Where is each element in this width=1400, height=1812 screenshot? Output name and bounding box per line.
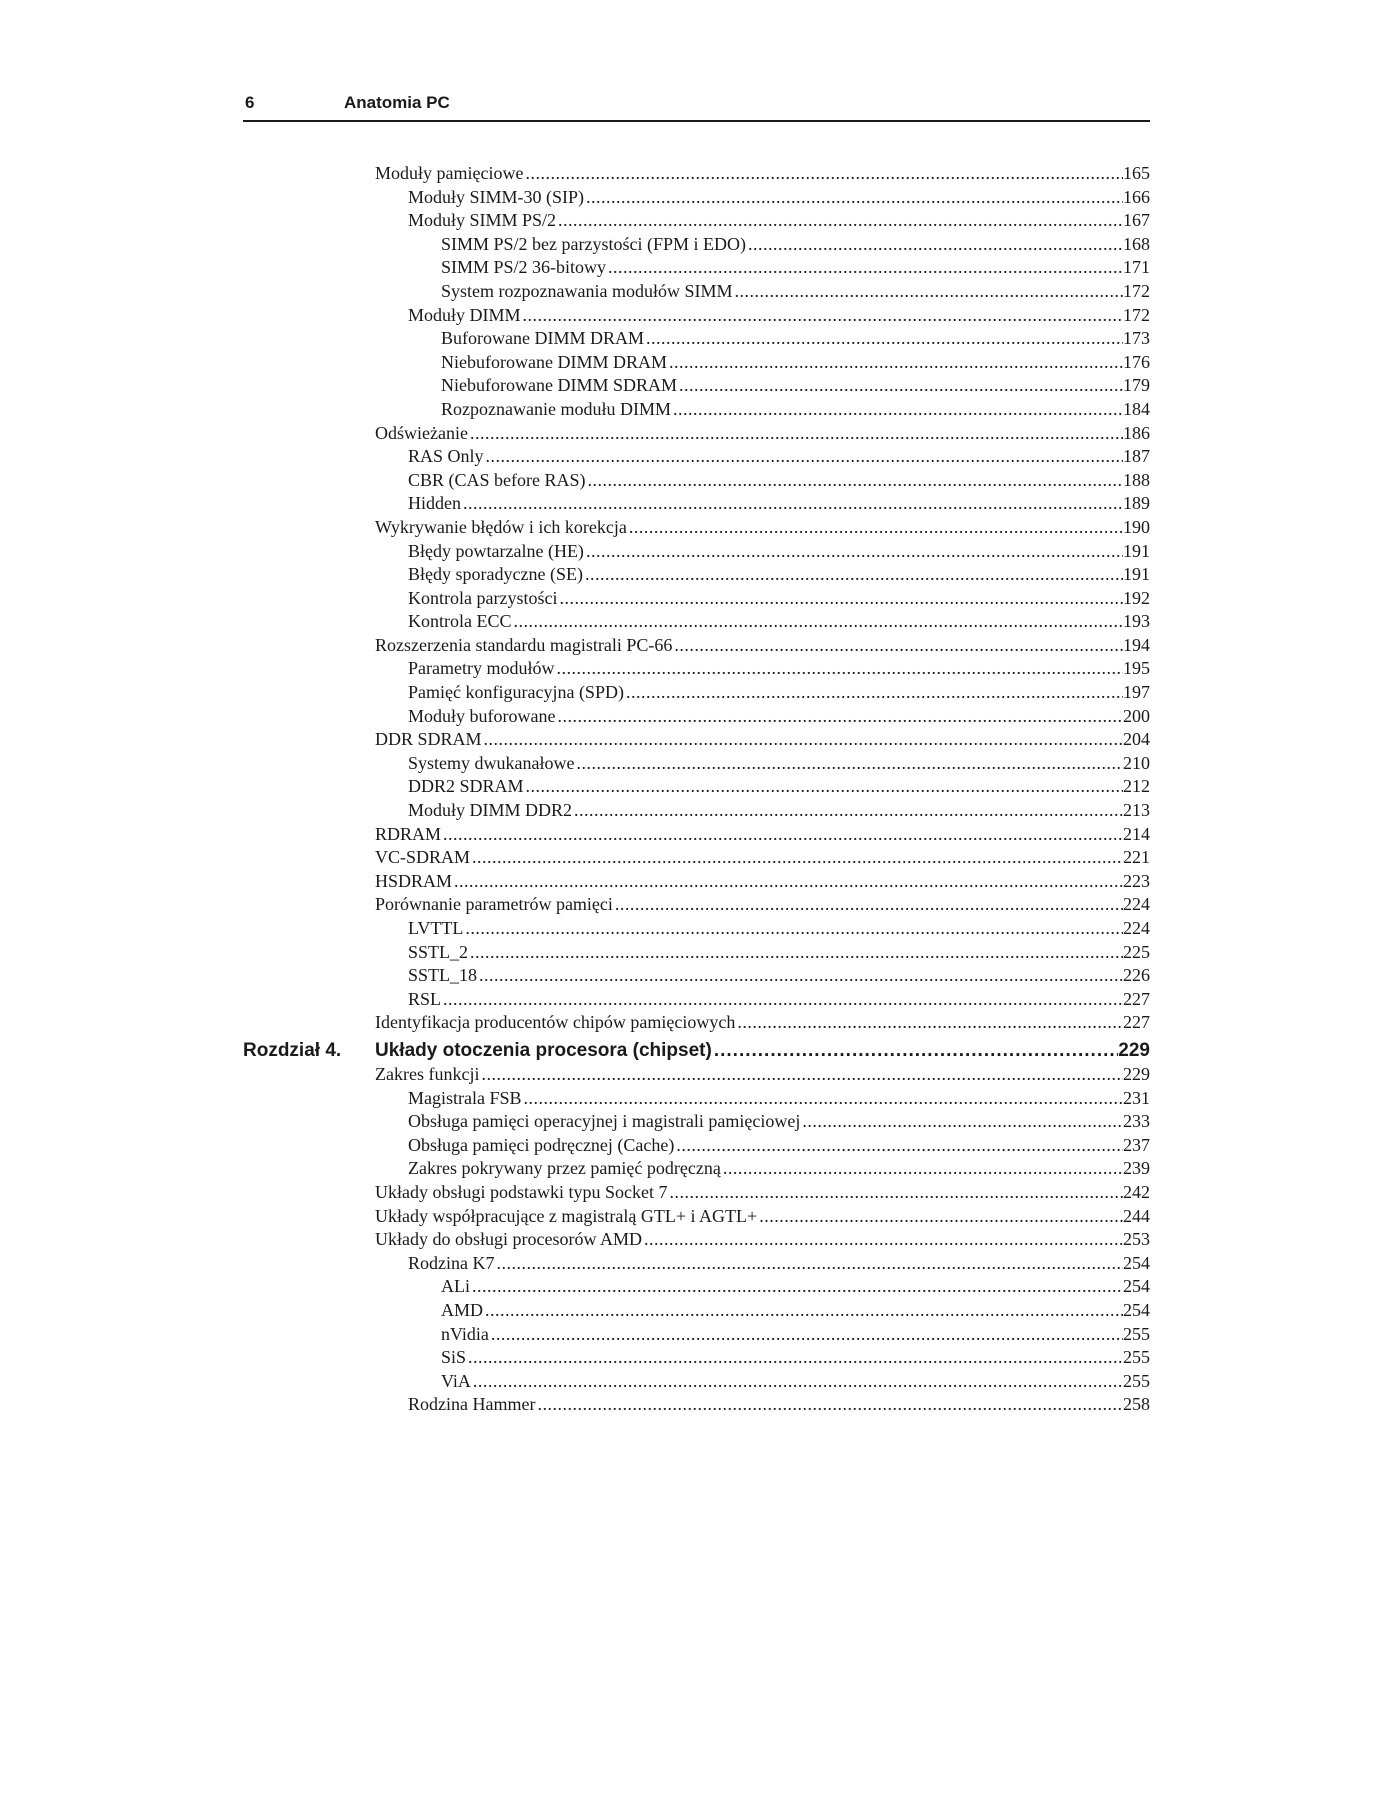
toc-entry-page: 237 bbox=[1123, 1134, 1150, 1155]
toc-entry bbox=[243, 610, 1150, 634]
toc-entry-page: 224 bbox=[1123, 894, 1150, 915]
toc-entry bbox=[243, 1228, 1150, 1252]
toc-entry-title: Moduły buforowane bbox=[408, 705, 556, 726]
toc-entry-title: Parametry modułów bbox=[408, 658, 555, 679]
toc-entry-page: 225 bbox=[1123, 941, 1150, 962]
toc-entry-title: Błędy powtarzalne (HE) bbox=[408, 540, 584, 561]
toc-entry-page: 242 bbox=[1123, 1181, 1150, 1202]
toc-entry bbox=[243, 823, 1150, 847]
toc-entry-title: LVTTL bbox=[408, 918, 464, 938]
dot-leader bbox=[535, 1393, 1123, 1417]
toc-entry-page: 172 bbox=[1123, 304, 1150, 325]
dot-leader bbox=[746, 233, 1123, 257]
toc-entry-page: 255 bbox=[1123, 1323, 1150, 1344]
dot-leader bbox=[461, 492, 1123, 516]
toc-entry-page: 194 bbox=[1123, 634, 1150, 655]
toc-entry-title: DDR SDRAM bbox=[375, 729, 482, 750]
toc-entry bbox=[243, 256, 1150, 280]
toc-entry bbox=[243, 1346, 1150, 1370]
toc-entry bbox=[243, 1299, 1150, 1323]
toc-entry-page: 186 bbox=[1123, 422, 1150, 443]
dot-leader bbox=[468, 422, 1123, 446]
toc-entry-page: 190 bbox=[1123, 516, 1150, 537]
toc-entry-title: System rozpoznawania modułów SIMM bbox=[441, 280, 733, 301]
toc-entry-title: SIMM PS/2 36-bitowy bbox=[441, 257, 607, 278]
dot-leader bbox=[667, 351, 1123, 375]
toc-entry bbox=[243, 327, 1150, 351]
toc-entry-title: Identyfikacja producentów chipów pamięciowych bbox=[375, 1012, 736, 1033]
toc-entry bbox=[243, 964, 1150, 988]
dot-leader bbox=[489, 1323, 1123, 1347]
toc-entry-page: 176 bbox=[1123, 351, 1150, 372]
toc-entry-title: Układy otoczenia procesora (chipset) bbox=[375, 1039, 712, 1061]
toc-entry-page: 204 bbox=[1123, 729, 1150, 750]
toc-entry-title: Układy obsługi podstawki typu Socket 7 bbox=[375, 1181, 668, 1202]
toc-entry-page: 227 bbox=[1123, 988, 1150, 1009]
toc-entry-page: 167 bbox=[1123, 210, 1150, 231]
toc-entry-page: 188 bbox=[1123, 469, 1150, 490]
toc-entry bbox=[243, 1181, 1150, 1205]
toc-entry-title: SiS bbox=[441, 1347, 467, 1368]
toc-entry-page: 191 bbox=[1123, 564, 1150, 585]
toc-entry-page: 193 bbox=[1123, 611, 1150, 632]
toc-entry bbox=[243, 1087, 1150, 1111]
toc-entry-page: 197 bbox=[1123, 682, 1150, 703]
toc-entry-page: 254 bbox=[1123, 1252, 1150, 1273]
toc-entry-title: SSTL_2 bbox=[408, 941, 469, 962]
toc-entry-page: 231 bbox=[1123, 1087, 1150, 1108]
toc-entry-page: 192 bbox=[1123, 587, 1150, 608]
toc-entry bbox=[243, 634, 1150, 658]
toc-entry-title: Magistrala FSB bbox=[408, 1087, 522, 1108]
dot-leader bbox=[484, 445, 1123, 469]
toc-entry bbox=[243, 398, 1150, 422]
toc-entry bbox=[243, 1157, 1150, 1181]
toc-entry-title: Obsługa pamięci podręcznej (Cache) bbox=[408, 1134, 675, 1155]
dot-leader bbox=[555, 705, 1123, 729]
toc-entry bbox=[243, 1370, 1150, 1394]
toc-entry bbox=[243, 988, 1150, 1012]
dot-leader bbox=[482, 728, 1123, 752]
toc-entry-page: 179 bbox=[1123, 375, 1150, 396]
dot-leader bbox=[554, 657, 1123, 681]
toc-entry-page: 233 bbox=[1123, 1111, 1150, 1132]
dot-leader bbox=[642, 1228, 1123, 1252]
dot-leader bbox=[584, 540, 1123, 564]
toc-entry bbox=[243, 775, 1150, 799]
toc-entry bbox=[243, 870, 1150, 894]
dot-leader bbox=[721, 1157, 1123, 1181]
toc-entry bbox=[243, 1393, 1150, 1417]
dot-leader bbox=[522, 1087, 1123, 1111]
running-header bbox=[243, 90, 1150, 122]
toc-entry-title: Niebuforowane DIMM DRAM bbox=[441, 351, 667, 372]
chapter-number: Rozdział 4. bbox=[243, 1039, 342, 1061]
toc-entry bbox=[243, 162, 1150, 186]
toc-entry bbox=[243, 304, 1150, 328]
toc-entry bbox=[243, 1252, 1150, 1276]
dot-leader bbox=[512, 610, 1124, 634]
dot-leader bbox=[667, 1181, 1123, 1205]
toc-entry bbox=[243, 1275, 1150, 1299]
toc-entry-title: Moduły SIMM-30 (SIP) bbox=[408, 186, 585, 207]
toc-entry bbox=[243, 492, 1150, 516]
toc-entry bbox=[243, 516, 1150, 540]
toc-entry bbox=[243, 799, 1150, 823]
toc-entry-page: 172 bbox=[1123, 280, 1150, 301]
dot-leader bbox=[471, 1370, 1123, 1394]
toc-entry-title: ViA bbox=[441, 1370, 471, 1391]
toc-entry-page: 213 bbox=[1123, 800, 1150, 821]
toc-entry-title: HSDRAM bbox=[375, 870, 453, 891]
toc-entry bbox=[243, 1323, 1150, 1347]
toc-entry-title: Układy do obsługi procesorów AMD bbox=[375, 1229, 642, 1250]
toc-entry-title: Moduły DIMM bbox=[408, 304, 521, 325]
toc-entry bbox=[243, 422, 1150, 446]
toc-entry-title: Moduły SIMM PS/2 bbox=[408, 210, 557, 231]
toc-entry bbox=[243, 681, 1150, 705]
toc-entry-page: 210 bbox=[1123, 752, 1150, 773]
dot-leader bbox=[624, 681, 1123, 705]
dot-leader bbox=[613, 893, 1123, 917]
dot-leader bbox=[556, 209, 1123, 233]
toc-entry bbox=[243, 469, 1150, 493]
toc-entry-title: Zakres pokrywany przez pamięć podręczną bbox=[408, 1158, 721, 1179]
toc-entry bbox=[243, 1110, 1150, 1134]
toc-chapter-heading bbox=[243, 1039, 1150, 1063]
dot-leader bbox=[470, 846, 1123, 870]
toc-entry-title: SIMM PS/2 bez parzystości (FPM i EDO) bbox=[441, 233, 746, 254]
dot-leader bbox=[494, 1252, 1123, 1276]
toc-entry-page: 187 bbox=[1123, 446, 1150, 467]
toc-entry bbox=[243, 540, 1150, 564]
toc-entry-title: Kontrola ECC bbox=[408, 611, 512, 632]
dot-leader bbox=[468, 941, 1123, 965]
toc-entry-title: Układy współpracujące z magistralą GTL+ i AGTL+ bbox=[375, 1205, 758, 1226]
toc-entry bbox=[243, 846, 1150, 870]
dot-leader bbox=[523, 162, 1123, 186]
toc-entry bbox=[243, 1063, 1150, 1087]
toc-entry-page: 173 bbox=[1123, 328, 1150, 349]
toc-entry-title: Wykrywanie błędów i ich korekcja bbox=[375, 516, 627, 537]
toc-entry-page: 166 bbox=[1123, 186, 1150, 207]
toc-entry-title: RDRAM bbox=[375, 823, 442, 844]
toc-entry-page: 226 bbox=[1123, 965, 1150, 986]
dot-leader bbox=[732, 280, 1123, 304]
toc-entry bbox=[243, 563, 1150, 587]
dot-leader bbox=[757, 1205, 1123, 1229]
toc-entry-page: 254 bbox=[1123, 1299, 1150, 1320]
dot-leader bbox=[674, 1134, 1123, 1158]
toc-entry-title: Porównanie parametrów pamięci bbox=[375, 894, 613, 915]
toc-entry-title: Kontrola parzystości bbox=[408, 587, 558, 608]
dot-leader bbox=[712, 1039, 1118, 1063]
toc-entry bbox=[243, 728, 1150, 752]
dot-leader bbox=[557, 587, 1123, 611]
toc-entry-page: 253 bbox=[1123, 1229, 1150, 1250]
toc-entry bbox=[243, 186, 1150, 210]
dot-leader bbox=[572, 799, 1123, 823]
toc-entry-title: Obsługa pamięci operacyjnej i magistrali pamięciowej bbox=[408, 1111, 801, 1132]
toc-entry-page: 223 bbox=[1123, 870, 1150, 891]
toc-entry-title: DDR2 SDRAM bbox=[408, 776, 524, 797]
toc-entry-page: 184 bbox=[1123, 398, 1150, 419]
dot-leader bbox=[470, 1275, 1123, 1299]
book-title: Anatomia PC bbox=[344, 93, 450, 112]
toc-entry-page: 258 bbox=[1123, 1394, 1150, 1415]
page-number: 6 bbox=[245, 93, 255, 112]
dot-leader bbox=[606, 256, 1123, 280]
toc-entry-title: AMD bbox=[441, 1299, 484, 1320]
toc-entry-title: Pamięć konfiguracyjna (SPD) bbox=[408, 682, 624, 703]
toc-entry-page: 229 bbox=[1118, 1039, 1150, 1061]
toc-entry bbox=[243, 657, 1150, 681]
toc-entry-page: 189 bbox=[1123, 493, 1150, 514]
table-of-contents bbox=[243, 162, 1150, 1417]
toc-entry-title: Rozpoznawanie modułu DIMM bbox=[441, 398, 671, 419]
toc-entry-page: 239 bbox=[1123, 1158, 1150, 1179]
toc-entry-title: Rodzina Hammer bbox=[408, 1394, 536, 1415]
toc-entry-title: RSL bbox=[408, 988, 442, 1009]
dot-leader bbox=[466, 1346, 1123, 1370]
toc-entry bbox=[243, 351, 1150, 375]
toc-entry-page: 200 bbox=[1123, 705, 1150, 726]
toc-entry-title: Rodzina K7 bbox=[408, 1252, 495, 1273]
toc-entry-page: 227 bbox=[1123, 1012, 1150, 1033]
toc-entry-title: Buforowane DIMM DRAM bbox=[441, 328, 644, 349]
toc-entry bbox=[243, 941, 1150, 965]
dot-leader bbox=[521, 304, 1123, 328]
toc-entry-title: Moduły pamięciowe bbox=[375, 163, 524, 183]
toc-entry bbox=[243, 752, 1150, 776]
toc-entry-title: Rozszerzenia standardu magistrali PC-66 bbox=[375, 634, 673, 655]
toc-entry bbox=[243, 1205, 1150, 1229]
toc-entry-page: 195 bbox=[1123, 658, 1150, 679]
dot-leader bbox=[584, 186, 1123, 210]
toc-entry bbox=[243, 233, 1150, 257]
dot-leader bbox=[671, 398, 1123, 422]
toc-entry-page: 254 bbox=[1123, 1276, 1150, 1297]
toc-entry-page: 244 bbox=[1123, 1205, 1150, 1226]
toc-entry-page: 214 bbox=[1123, 823, 1150, 844]
dot-leader bbox=[452, 870, 1123, 894]
dot-leader bbox=[586, 469, 1123, 493]
dot-leader bbox=[477, 964, 1123, 988]
toc-entry-page: 171 bbox=[1123, 257, 1150, 278]
toc-entry-page: 221 bbox=[1123, 847, 1150, 868]
dot-leader bbox=[441, 988, 1123, 1012]
toc-entry-title: CBR (CAS before RAS) bbox=[408, 469, 586, 490]
toc-entry-page: 191 bbox=[1123, 540, 1150, 561]
toc-entry-title: ALi bbox=[441, 1276, 470, 1297]
dot-leader bbox=[735, 1011, 1123, 1035]
toc-entry bbox=[243, 209, 1150, 233]
dot-leader bbox=[677, 374, 1123, 398]
toc-entry-page: 229 bbox=[1123, 1063, 1150, 1084]
toc-entry bbox=[243, 280, 1150, 304]
toc-entry-page: 168 bbox=[1123, 233, 1150, 254]
toc-entry-title: Niebuforowane DIMM SDRAM bbox=[441, 375, 677, 396]
toc-entry-title: Odświeżanie bbox=[375, 422, 468, 443]
toc-entry bbox=[243, 1134, 1150, 1158]
dot-leader bbox=[574, 752, 1123, 776]
toc-entry bbox=[243, 705, 1150, 729]
toc-entry-title: SSTL_18 bbox=[408, 965, 478, 986]
toc-entry bbox=[243, 374, 1150, 398]
dot-leader bbox=[441, 823, 1123, 847]
dot-leader bbox=[583, 563, 1123, 587]
toc-entry bbox=[243, 893, 1150, 917]
toc-entry bbox=[243, 587, 1150, 611]
toc-entry-page: 224 bbox=[1123, 918, 1150, 938]
toc-entry bbox=[243, 917, 1150, 941]
dot-leader bbox=[627, 516, 1123, 540]
dot-leader bbox=[800, 1110, 1123, 1134]
toc-entry bbox=[243, 445, 1150, 469]
dot-leader bbox=[524, 775, 1123, 799]
dot-leader bbox=[479, 1063, 1123, 1087]
toc-entry-title: Moduły DIMM DDR2 bbox=[408, 800, 573, 821]
toc-entry-title: VC-SDRAM bbox=[375, 847, 471, 868]
toc-entry-page: 255 bbox=[1123, 1370, 1150, 1391]
toc-entry-page: 212 bbox=[1123, 776, 1150, 797]
toc-entry bbox=[243, 1011, 1150, 1035]
toc-entry-title: Systemy dwukanałowe bbox=[408, 752, 575, 773]
dot-leader bbox=[483, 1299, 1123, 1323]
toc-entry-page: 255 bbox=[1123, 1347, 1150, 1368]
dot-leader bbox=[644, 327, 1123, 351]
toc-entry-title: Zakres funkcji bbox=[375, 1063, 480, 1084]
toc-entry-title: Błędy sporadyczne (SE) bbox=[408, 564, 583, 585]
toc-entry-title: RAS Only bbox=[408, 446, 484, 467]
toc-entry-page: 165 bbox=[1123, 163, 1150, 183]
toc-entry-title: nVidia bbox=[441, 1323, 489, 1344]
dot-leader bbox=[672, 634, 1123, 658]
dot-leader bbox=[463, 917, 1123, 941]
toc-entry-title: Hidden bbox=[408, 493, 461, 514]
